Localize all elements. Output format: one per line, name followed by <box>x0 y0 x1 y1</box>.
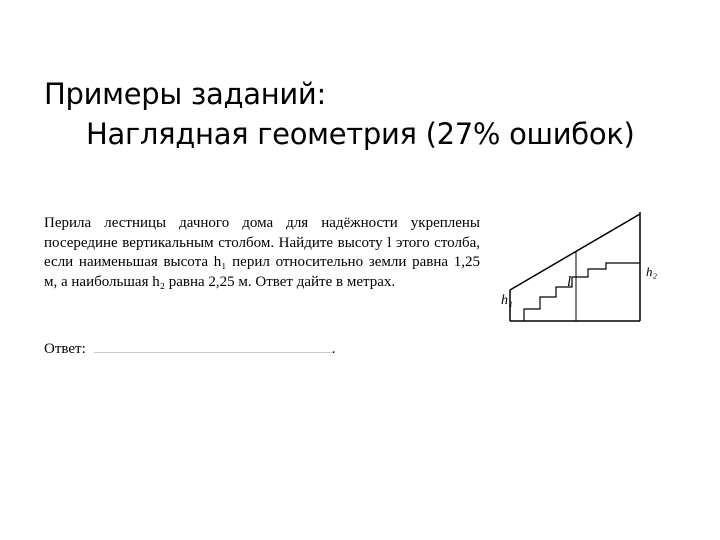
answer-suffix: . <box>331 341 336 357</box>
answer-row <box>44 340 336 358</box>
label-l: l <box>567 274 572 290</box>
slide-title <box>44 74 635 154</box>
task-text: Перила лестницы дачного дома для надёжности укреплены посередине вертикальным столбом. Найдите высоту l этого столба, если наименьшая высота h₁ перил относительно земли равна 1,25 м, а наибольшая h₂ равна 2,25 м. Ответ дайте в метрах. <box>44 215 480 290</box>
answer-label: Ответ: <box>44 341 86 357</box>
label-h1: h₁ <box>501 293 513 308</box>
slide-title-line2: Наглядная геометрия (27% ошибок) <box>86 117 635 151</box>
staircase-diagram <box>494 206 664 326</box>
handrail <box>510 214 640 290</box>
staircase-figure <box>494 206 664 330</box>
label-h2: h₂ <box>646 264 658 279</box>
slide-title-line1: Примеры заданий: <box>44 77 326 111</box>
answer-blank-line <box>94 340 332 353</box>
